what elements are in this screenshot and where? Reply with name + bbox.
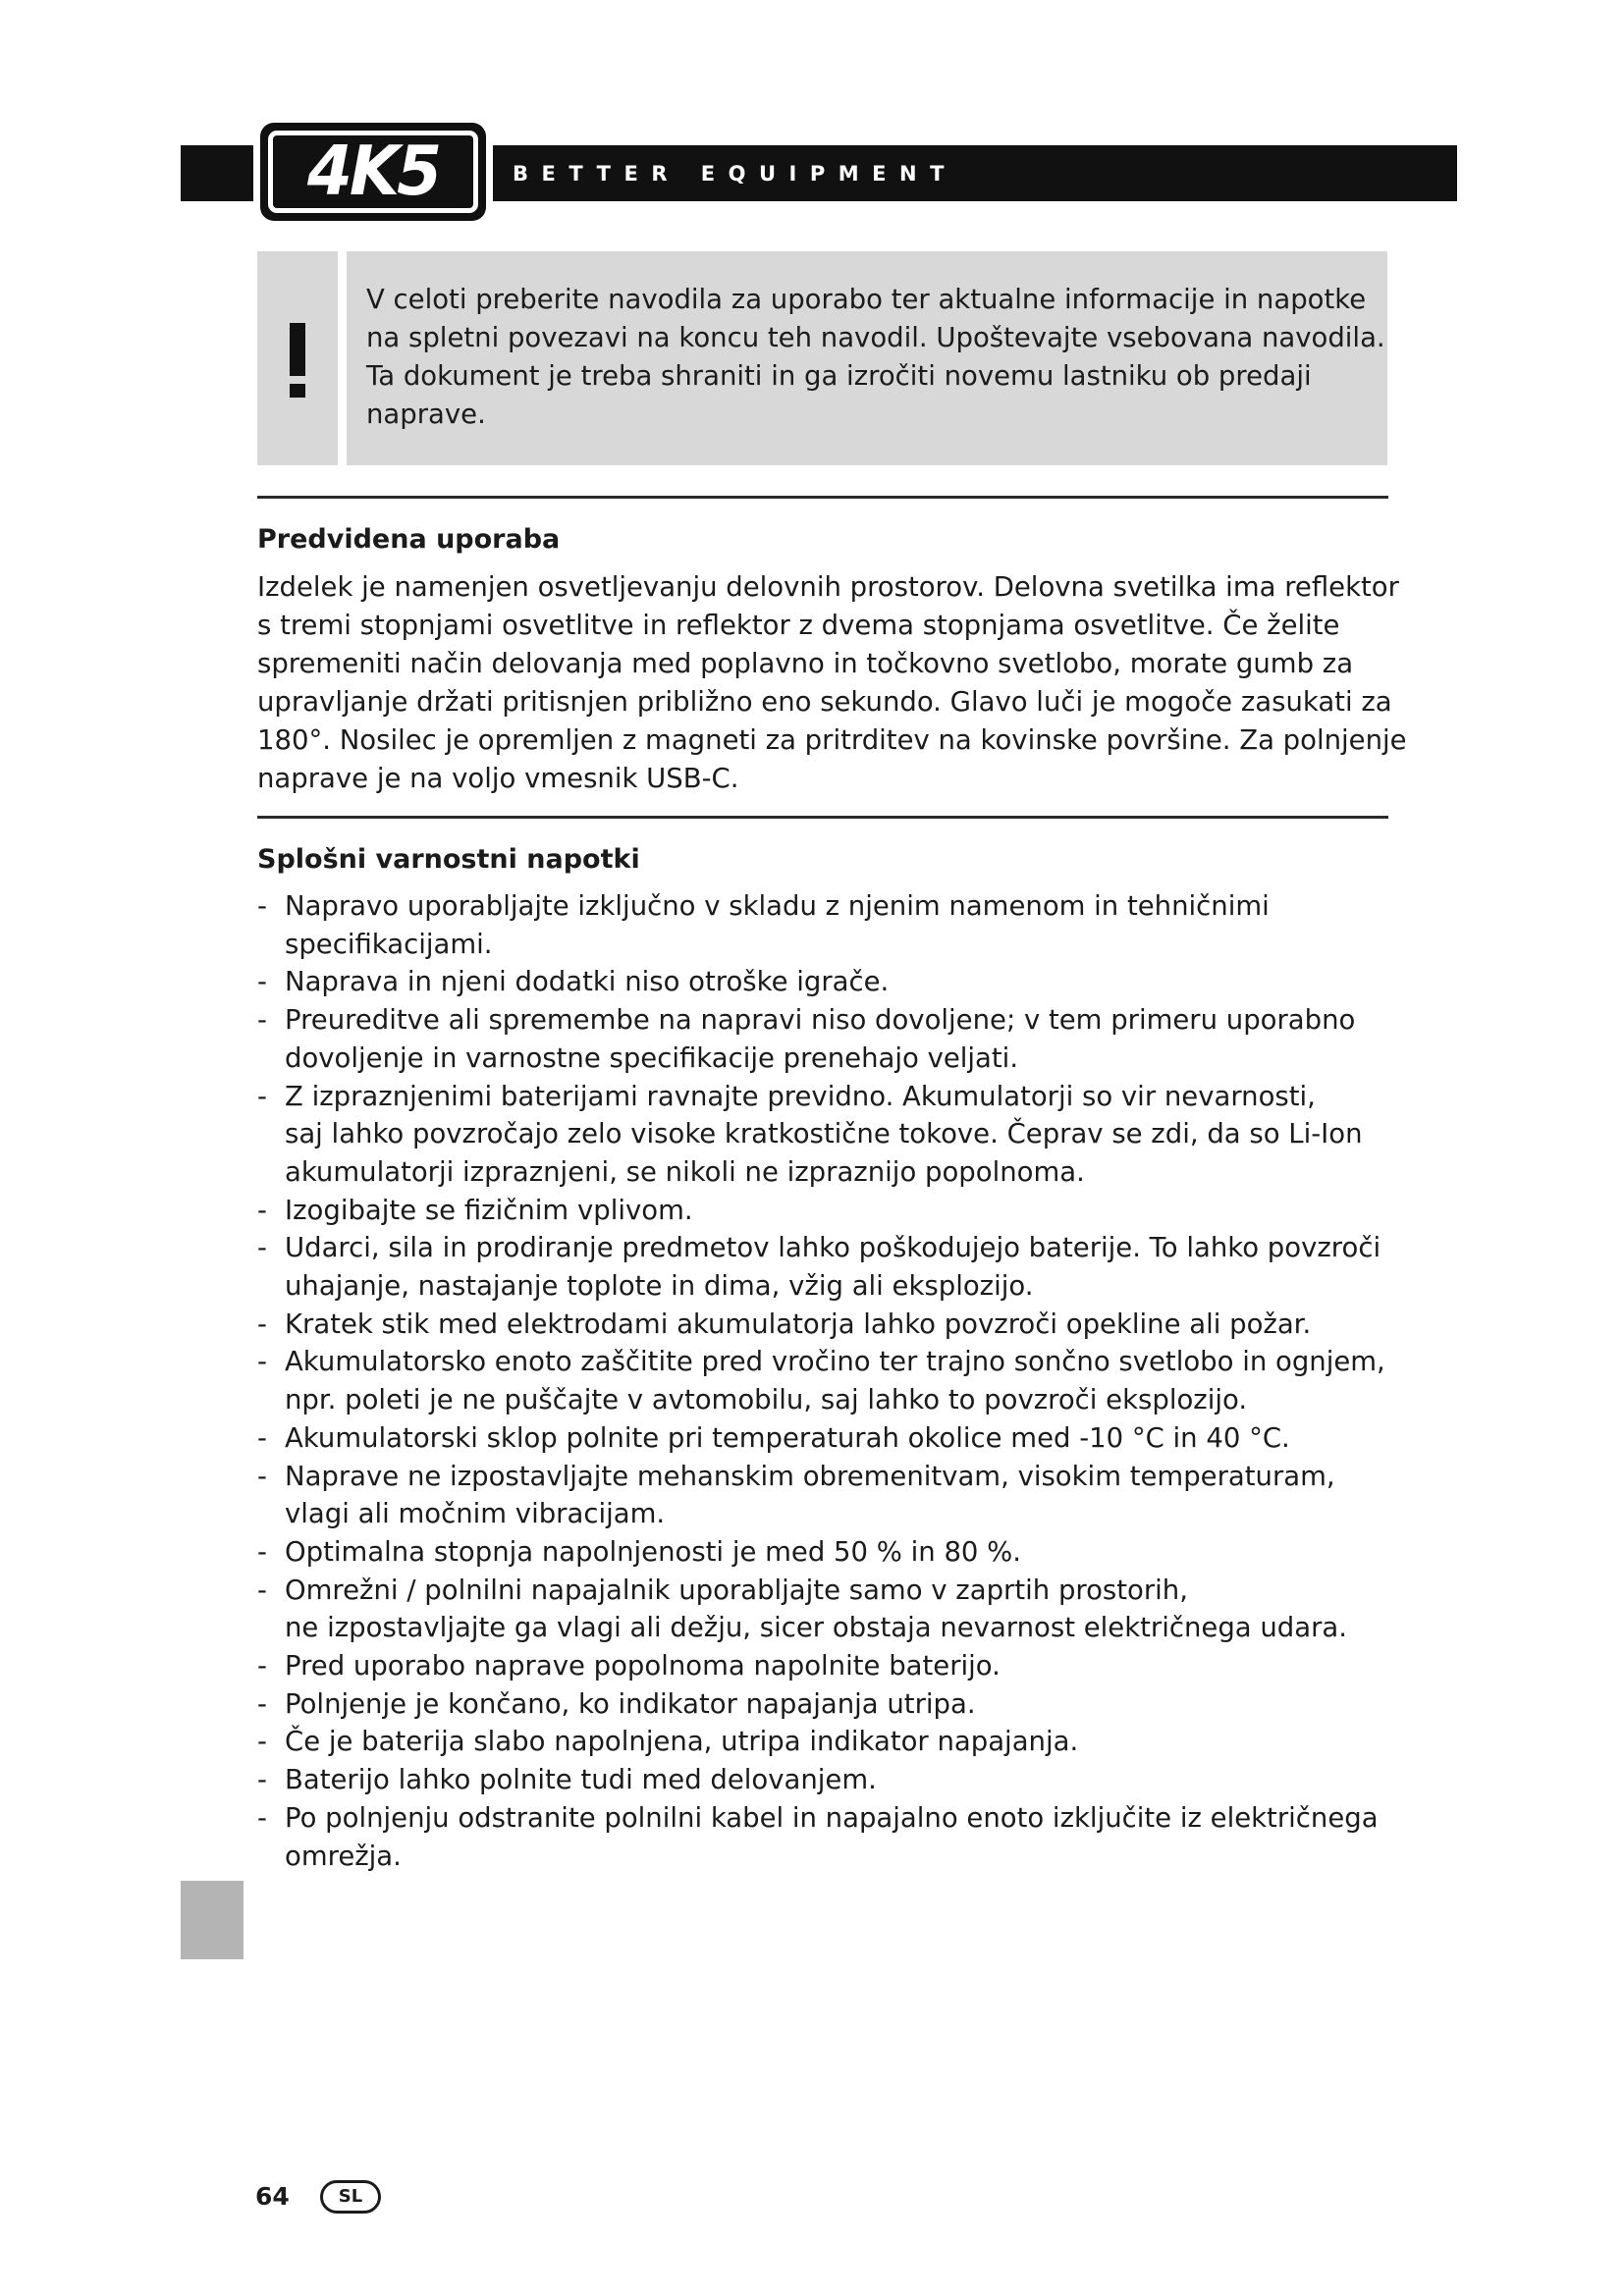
intended-use-line: naprave je na voljo vmesnik USB-C. <box>257 763 739 794</box>
list-item <box>257 1458 1396 1533</box>
list-dash: - <box>257 890 267 922</box>
section-divider <box>257 816 1388 819</box>
intended-use-line: s tremi stopnjami osvetlitve in reflektor z dvema stopnjama osvetlitve. Če želite <box>257 610 1340 641</box>
list-item-text: omrežja. <box>285 1840 402 1872</box>
list-item <box>257 1647 1396 1685</box>
list-item <box>257 1001 1396 1077</box>
list-item-text: Optimalna stopnja napolnjenosti je med 50 % in 80 %. <box>285 1535 1022 1568</box>
list-item-text: akumulatorji izpraznjeni, se nikoli ne izpraznijo popolnoma. <box>285 1155 1085 1188</box>
list-item-text: Akumulatorski sklop polnite pri temperaturah okolice med -10 °C in 40 °C. <box>285 1421 1290 1454</box>
list-item-text: uhajanje, nastajanje toplote in dima, vžig ali eksplozijo. <box>285 1270 1034 1303</box>
list-dash: - <box>257 1004 267 1037</box>
list-item-text: npr. poleti je ne puščajte v avtomobilu, saj lahko to povzroči eksplozijo. <box>285 1384 1248 1416</box>
list-item <box>257 1229 1396 1305</box>
page-number: 64 <box>255 2182 290 2211</box>
list-item <box>257 1799 1396 1875</box>
side-tab-marker <box>181 1881 244 1959</box>
list-item <box>257 1533 1396 1572</box>
list-item-text: Akumulatorsko enoto zaščitite pred vročino ter trajno sončno svetlobo in ognjem, <box>285 1346 1385 1378</box>
notice-line: naprave. <box>366 399 486 430</box>
brand-tagline: BETTER EQUIPMENT <box>513 162 957 186</box>
list-dash: - <box>257 1726 267 1758</box>
list-item-text: Preureditve ali spremembe na napravi niso dovoljene; v tem primeru uporabno <box>285 1004 1356 1037</box>
intended-use-text <box>257 568 1407 798</box>
intended-use-line: 180°. Nosilec je opremljen z magneti za pritrditev na kovinske površine. Za polnjenje <box>257 724 1407 756</box>
list-dash: - <box>257 1421 267 1454</box>
list-item <box>257 1306 1396 1344</box>
list-item-text: Polnjenje je končano, ko indikator napajanja utripa. <box>285 1687 976 1720</box>
list-item <box>257 1572 1396 1647</box>
logo-text: 4K5 <box>307 132 439 211</box>
logo-frame <box>268 131 478 213</box>
notice-line: Ta dokument je treba shraniti in ga izročiti novemu lastniku ob predaji <box>366 360 1312 392</box>
list-item-text: Kratek stik med elektrodami akumulatorja lahko povzroči opekline ali požar. <box>285 1308 1312 1340</box>
language-badge: SL <box>320 2180 381 2214</box>
list-item-text: Po polnjenju odstranite polnilni kabel in napajalno enoto izključite iz električnega <box>285 1801 1379 1834</box>
safety-heading: Splošni varnostni napotki <box>257 844 640 875</box>
list-item <box>257 1723 1396 1761</box>
list-dash: - <box>257 1194 267 1226</box>
list-item-text: saj lahko povzročajo zelo visoke kratkostične tokove. Čeprav se zdi, da so Li-Ion <box>285 1118 1363 1150</box>
list-item <box>257 1192 1396 1230</box>
notice-icon-cell <box>257 251 338 465</box>
safety-list <box>257 887 1396 1875</box>
list-item-text: Omrežni / polnilni napajalnik uporabljajte samo v zaprtih prostorih, <box>285 1574 1188 1606</box>
list-item-text: Napravo uporabljajte izključno v skladu z njenim namenom in tehničnimi <box>285 890 1270 922</box>
list-item <box>257 1419 1396 1458</box>
notice-line: V celoti preberite navodila za uporabo ter aktualne informacije in napotke <box>366 284 1367 315</box>
intended-use-line: Izdelek je namenjen osvetljevanju delovnih prostorov. Delovna svetilka ima reflektor <box>257 571 1399 603</box>
list-dash: - <box>257 1080 267 1112</box>
list-item-text: vlagi ali močnim vibracijam. <box>285 1498 666 1530</box>
list-dash: - <box>257 1535 267 1568</box>
list-item-text: Z izpraznjenimi baterijami ravnajte previdno. Akumulatorji so vir nevarnosti, <box>285 1080 1316 1112</box>
list-dash: - <box>257 1232 267 1264</box>
list-item-text: Baterijo lahko polnite tudi med delovanjem. <box>285 1764 877 1796</box>
list-dash: - <box>257 1308 267 1340</box>
notice-text <box>366 281 1385 434</box>
brand-logo <box>260 123 486 221</box>
list-item-text: Udarci, sila in prodiranje predmetov lahko poškodujejo baterije. To lahko povzroči <box>285 1232 1381 1264</box>
list-item-text: ne izpostavljajte ga vlagi ali dežju, sicer obstaja nevarnost električnega udara. <box>285 1612 1348 1644</box>
list-dash: - <box>257 1460 267 1492</box>
list-item-text: dovoljenje in varnostne specifikacije prenehajo veljati. <box>285 1041 1019 1074</box>
list-item <box>257 963 1396 1001</box>
list-item <box>257 1685 1396 1724</box>
list-dash: - <box>257 1764 267 1796</box>
list-item-text: Pred uporabo naprave popolnoma napolnite baterijo. <box>285 1650 1001 1682</box>
list-item <box>257 1078 1396 1192</box>
list-item <box>257 887 1396 963</box>
list-item-text: Naprave ne izpostavljajte mehanskim obremenitvam, visokim temperaturam, <box>285 1460 1335 1492</box>
intended-use-line: upravljanje držati pritisnjen približno eno sekundo. Glavo luči je mogoče zasukati za <box>257 686 1392 718</box>
list-dash: - <box>257 1346 267 1378</box>
notice-line: na spletni povezavi na koncu teh navodil. Upoštevajte vsebovana navodila. <box>366 322 1385 353</box>
intended-use-line: spremeniti način delovanja med poplavno in točkovno svetlobo, morate gumb za <box>257 648 1354 679</box>
list-dash: - <box>257 1574 267 1606</box>
list-item-text: specifikacijami. <box>285 928 493 960</box>
list-dash: - <box>257 966 267 998</box>
list-item-text: Naprava in njeni dodatki niso otroške igrače. <box>285 966 890 998</box>
list-item <box>257 1761 1396 1799</box>
exclamation-icon <box>281 323 314 398</box>
list-item-text: Če je baterija slabo napolnjena, utripa indikator napajanja. <box>285 1726 1079 1758</box>
list-item-text: Izogibajte se fizičnim vplivom. <box>285 1194 693 1226</box>
list-dash: - <box>257 1801 267 1834</box>
notice-box <box>347 251 1387 465</box>
intended-use-heading: Predvidena uporaba <box>257 524 561 555</box>
list-item <box>257 1343 1396 1418</box>
section-divider <box>257 496 1388 499</box>
list-dash: - <box>257 1650 267 1682</box>
list-dash: - <box>257 1687 267 1720</box>
